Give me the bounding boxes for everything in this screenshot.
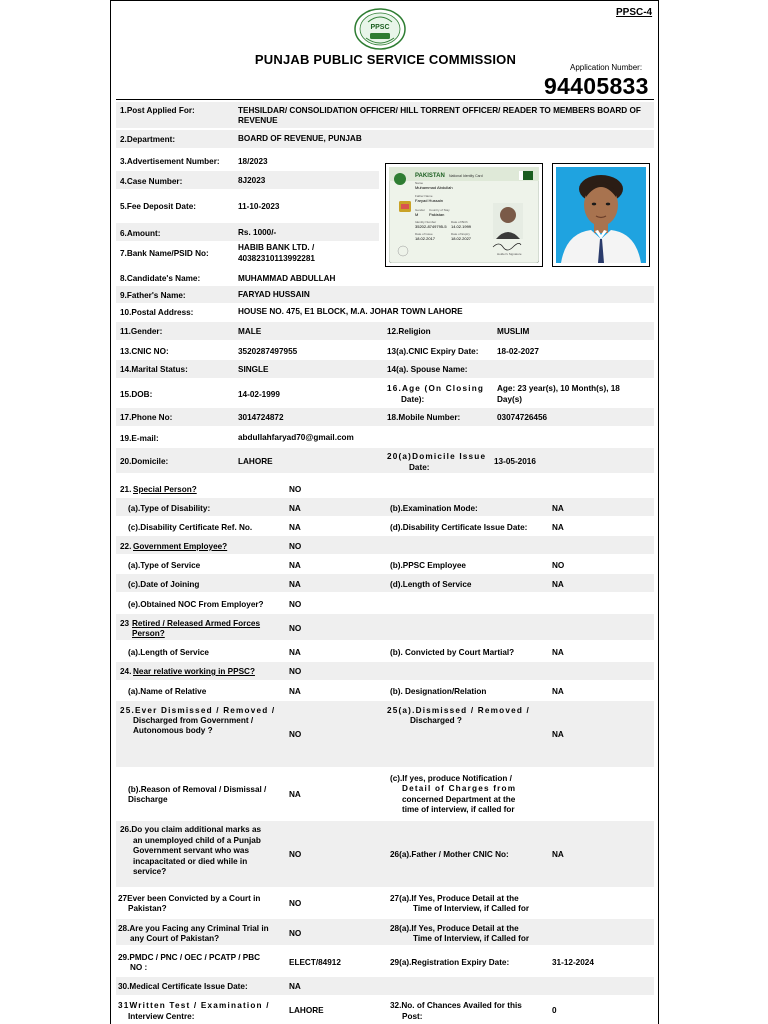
q21-label: Special Person?	[133, 485, 197, 494]
ppsc-logo	[354, 8, 406, 50]
q28-label-line1: 28.Are you Facing any Criminal Trial in	[118, 924, 269, 933]
emblem-icon	[394, 173, 406, 185]
q28a-label-line2: Time of Interview, if Called for	[413, 934, 530, 943]
q27-label-line2: Pakistan?	[128, 904, 167, 913]
q21c-value: NA	[289, 523, 301, 532]
q24a-value: NA	[289, 687, 301, 696]
q22-label: Government Employee?	[133, 542, 228, 551]
card-gender: M	[415, 212, 419, 217]
q24-label: Near relative working in PPSC?	[133, 667, 255, 676]
q30-label: 30.Medical Certificate Issue Date:	[118, 982, 248, 991]
q21b-label: (b).Examination Mode:	[390, 504, 478, 513]
q22c-label: (c).Date of Joining	[128, 580, 200, 589]
q27-value: NO	[289, 899, 302, 908]
q25b-value: NA	[289, 790, 301, 799]
q29a-value: 31-12-2024	[552, 958, 594, 967]
q26-value: NO	[289, 850, 302, 859]
card-country: PAKISTAN	[415, 173, 445, 179]
postal-address-value: HOUSE NO. 475, E1 BLOCK, M.A. JOHAR TOWN LAHORE	[238, 307, 463, 316]
marital-status-value: SINGLE	[238, 365, 269, 374]
religion-value: MUSLIM	[497, 327, 530, 336]
q25c-label-line4: time of interview, if called for	[402, 805, 515, 814]
candidate-photo	[552, 163, 650, 267]
card-signature-label: Holder's Signature	[497, 252, 522, 256]
domicile-issue-label-line1: 20(a)Domicile Issue	[387, 452, 487, 461]
father-name-label: 9.Father's Name:	[120, 291, 186, 300]
case-number-label: 4.Case Number:	[120, 177, 183, 186]
commission-title: PUNJAB PUBLIC SERVICE COMMISSION	[254, 52, 517, 67]
q21b-value: NA	[552, 504, 564, 513]
q21a-label: (a).Type of Disability:	[128, 504, 211, 513]
dob-label: 15.DOB:	[120, 390, 153, 399]
q26-label-line4: incapacitated or died while in	[133, 857, 248, 866]
q26a-value: NA	[552, 850, 564, 859]
q29-value: ELECT/84912	[289, 958, 341, 967]
q25a-value: NA	[552, 730, 564, 739]
card-type: National Identity Card	[449, 174, 483, 178]
post-label: 1.Post Applied For:	[120, 106, 195, 115]
q29a-label: 29(a).Registration Expiry Date:	[390, 958, 510, 967]
card-dob-label: Date of Birth	[451, 220, 468, 224]
father-name-value: FARYAD HUSSAIN	[238, 290, 310, 299]
q27a-label-line2: Time of Interview, if Called for	[413, 904, 530, 913]
gender-value: MALE	[238, 327, 262, 336]
department-value: BOARD OF REVENUE, PUNJAB	[238, 134, 362, 143]
candidate-name-value: MUHAMMAD ABDULLAH	[238, 274, 336, 283]
q23b-label: (b). Convicted by Court Martial?	[390, 648, 515, 657]
amount-label: 6.Amount:	[120, 229, 161, 238]
q26a-label: 26(a).Father / Mother CNIC No:	[390, 850, 509, 859]
form-code: PPSC-4	[616, 7, 653, 18]
card-photo	[493, 203, 523, 239]
card-expiry-label: Date of Expiry	[451, 232, 470, 236]
q23a-label: (a).Length of Service	[128, 648, 209, 657]
card-expiry: 18.02.2027	[451, 236, 472, 241]
q25c-label-line3: concerned Department at the	[402, 795, 516, 804]
q25-label-line2: Discharged from Government /	[133, 716, 254, 725]
age-value-line1: Age: 23 year(s), 10 Month(s), 18	[497, 384, 620, 393]
q26-label-line3: Government servant who was	[133, 846, 250, 855]
row-shade	[116, 408, 654, 426]
q23-label-line1: Retired / Released Armed Forces	[132, 619, 261, 628]
q24a-label: (a).Name of Relative	[128, 687, 207, 696]
card-father-label: Father Name	[415, 194, 433, 198]
q25-label-line1: 25.Ever Dismissed / Removed /	[120, 706, 276, 715]
q26-label-line5: service?	[133, 867, 167, 876]
q32-label-line2: Post:	[402, 1012, 423, 1021]
card-father: Faryad Hussain	[415, 198, 444, 203]
religion-label: 12.Religion	[387, 327, 431, 336]
bank-value-line1: HABIB BANK LTD. /	[238, 243, 315, 252]
q25c-label-line2: Detail of Charges from	[402, 784, 517, 793]
q21-value: NO	[289, 485, 302, 494]
q22c-value: NA	[289, 580, 301, 589]
q28-value: NO	[289, 929, 302, 938]
q22b-value: NO	[552, 561, 565, 570]
q25a-label-line1: 25(a).Dismissed / Removed /	[387, 706, 530, 715]
q24b-value: NA	[552, 687, 564, 696]
q22d-label: (d).Length of Service	[390, 580, 472, 589]
domicile-value: LAHORE	[238, 457, 273, 466]
q22e-value: NO	[289, 600, 302, 609]
card-issue-label: Date of Issue	[415, 232, 433, 236]
q26-label-line2: an unemployed child of a Punjab	[133, 836, 261, 845]
email-label: 19.E-mail:	[120, 434, 159, 443]
q29-label-line1: 29.PMDC / PNC / OEC / PCATP / PBC	[118, 953, 261, 962]
advertisement-label: 3.Advertisement Number:	[120, 157, 220, 166]
age-label-line1: 16.Age (On Closing	[387, 384, 485, 393]
card-name: Muhammad Abdullah	[415, 185, 453, 190]
card-dob: 14.02.1999	[451, 224, 472, 229]
cnic-card-image	[385, 163, 543, 267]
q31-value: LAHORE	[289, 1006, 324, 1015]
department-label: 2.Department:	[120, 135, 176, 144]
q23-label-line2: Person?	[132, 629, 165, 638]
age-value-line2: Day(s)	[497, 395, 523, 404]
phone-label: 17.Phone No:	[120, 413, 173, 422]
mobile-label: 18.Mobile Number:	[387, 413, 461, 422]
postal-address-label: 10.Postal Address:	[120, 308, 194, 317]
gender-label: 11.Gender:	[120, 327, 163, 336]
q25b-label-line2: Discharge	[128, 795, 168, 804]
card-id: 35202-8749795-5	[415, 224, 447, 229]
q25-label-line3: Autonomous body ?	[133, 726, 213, 735]
card-name-label: Name	[415, 181, 424, 185]
advertisement-value: 18/2023	[238, 157, 268, 166]
header-divider	[116, 99, 654, 100]
q25-value: NO	[289, 730, 302, 739]
q23b-value: NA	[552, 648, 564, 657]
domicile-issue-value: 13-05-2016	[494, 457, 536, 466]
application-number-label: Application Number:	[570, 63, 643, 72]
q24-value: NO	[289, 667, 302, 676]
q22b-label: (b).PPSC Employee	[390, 561, 466, 570]
q23-number: 23	[120, 619, 130, 628]
q21d-value: NA	[552, 523, 564, 532]
dob-value: 14-02-1999	[238, 390, 280, 399]
spouse-name-label: 14(a). Spouse Name:	[387, 365, 468, 374]
row-shade	[116, 360, 654, 378]
q26-label-line1: 26.Do you claim additional marks as	[120, 825, 262, 834]
card-country-label: Country of Stay	[429, 208, 450, 212]
q24-number: 24.	[120, 667, 132, 676]
q25c-label-line1: (c).If yes, produce Notification /	[390, 774, 512, 783]
q21c-label: (c).Disability Certificate Ref. No.	[128, 523, 253, 532]
row-shade	[116, 322, 654, 340]
q31-label-line1: 31Written Test / Examination /	[118, 1001, 270, 1010]
cnic-expiry-label: 13(a).CNIC Expiry Date:	[387, 347, 479, 356]
card-country-stay: Pakistan	[429, 212, 445, 217]
q25b-label-line1: (b).Reason of Removal / Dismissal /	[128, 785, 267, 794]
row-shade	[116, 130, 654, 148]
candidate-name-label: 8.Candidate's Name:	[120, 274, 201, 283]
q22d-value: NA	[552, 580, 564, 589]
q23a-value: NA	[289, 648, 301, 657]
q24b-label: (b). Designation/Relation	[390, 687, 487, 696]
logo-text: PPSC	[370, 24, 390, 31]
phone-value: 3014724872	[238, 413, 284, 422]
q23-value: NO	[289, 624, 302, 633]
q21d-label: (d).Disability Certificate Issue Date:	[390, 523, 528, 532]
q29-label-line2: NO :	[130, 963, 148, 972]
cnic-value: 3520287497955	[238, 347, 298, 356]
q21-number: 21.	[120, 485, 132, 494]
q22-number: 22.	[120, 542, 132, 551]
q28a-label-line1: 28(a).If Yes, Produce Detail at the	[390, 924, 519, 933]
post-value: TEHSILDAR/ CONSOLIDATION OFFICER/ HILL TORRENT OFFICER/ READER TO MEMBERS BOARD OF REVENUE	[238, 106, 641, 125]
fee-date-label: 5.Fee Deposit Date:	[120, 202, 196, 211]
card-issue: 18.02.2017	[415, 236, 436, 241]
q22a-label: (a).Type of Service	[128, 561, 201, 570]
email-value: abdullahfaryad70@gmail.com	[238, 433, 354, 442]
domicile-issue-label-line2: Date:	[409, 463, 430, 472]
bank-value-line2: 40382310113992281	[238, 254, 315, 263]
q30-value: NA	[289, 982, 301, 991]
age-label-line2: Date):	[401, 395, 425, 404]
amount-value: Rs. 1000/-	[238, 228, 277, 237]
domicile-label: 20.Domicile:	[120, 457, 169, 466]
q32-label-line1: 32.No. of Chances Availed for this	[390, 1001, 522, 1010]
q27-label-line1: 27Ever been Convicted by a Court in	[118, 894, 261, 903]
marital-status-label: 14.Marital Status:	[120, 365, 188, 374]
case-number-value: 8J2023	[238, 176, 266, 185]
fee-date-value: 11-10-2023	[238, 202, 280, 211]
mobile-value: 03074726456	[497, 413, 548, 422]
card-id-label: Identity Number	[415, 220, 437, 224]
q25a-label-line2: Discharged ?	[410, 716, 462, 725]
cnic-expiry-value: 18-02-2027	[497, 347, 539, 356]
q28-label-line2: any Court of Pakistan?	[130, 934, 220, 943]
q22-value: NO	[289, 542, 302, 551]
bank-label: 7.Bank Name/PSID No:	[120, 249, 209, 258]
q27a-label-line1: 27(a).If Yes, Produce Detail at the	[390, 894, 519, 903]
cnic-label: 13.CNIC NO:	[120, 347, 169, 356]
row-shade	[116, 286, 654, 303]
application-form	[110, 0, 659, 1024]
row-shade	[116, 448, 654, 473]
application-number: 94405833	[544, 73, 649, 99]
q31-label-line2: Interview Centre:	[128, 1012, 195, 1021]
q32-value: 0	[552, 1006, 557, 1015]
q21a-value: NA	[289, 504, 301, 513]
q22e-label: (e).Obtained NOC From Employer?	[128, 600, 264, 609]
q22a-value: NA	[289, 561, 301, 570]
card-gender-label: Gender	[415, 208, 426, 212]
